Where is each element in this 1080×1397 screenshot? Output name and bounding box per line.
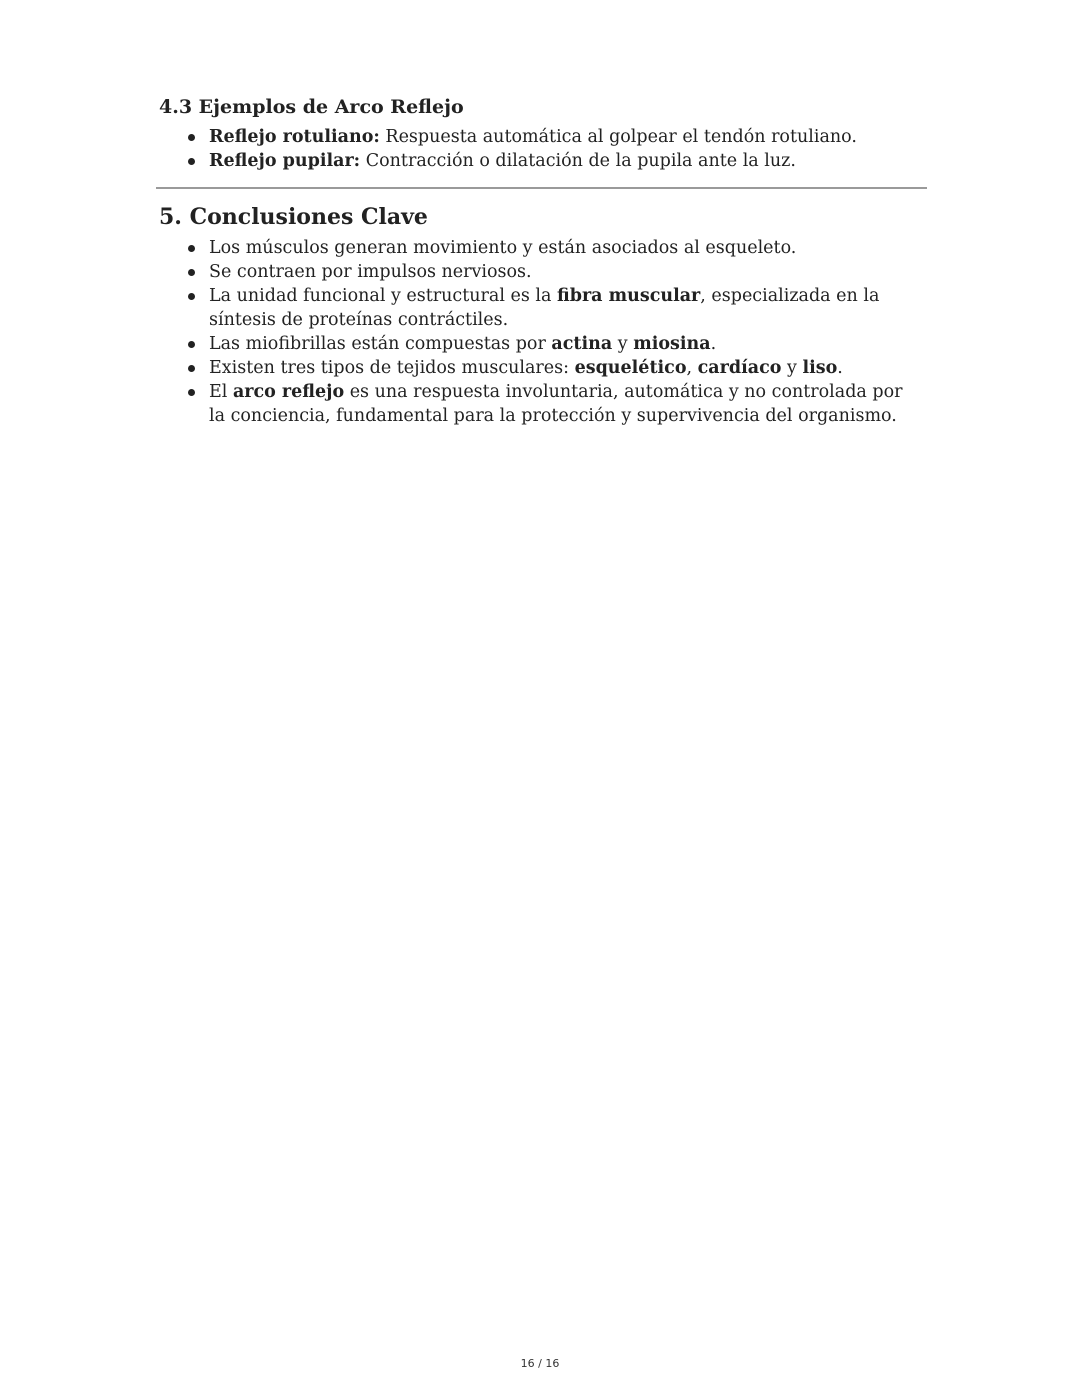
page-content: [159, 94, 924, 428]
list-item-emphasis: miosina: [633, 334, 711, 354]
list-item-emphasis: esquelético: [574, 358, 687, 378]
list-item-term: Reflejo pupilar:: [209, 151, 361, 171]
section-5-heading: 5. Conclusiones Clave: [159, 204, 428, 230]
list-item-text: y: [781, 358, 803, 378]
list-item: [209, 380, 924, 428]
list-item-emphasis: arco reflejo: [232, 382, 345, 402]
list-item-emphasis: cardíaco: [697, 358, 782, 378]
section-divider: [156, 187, 927, 189]
list-item-text: Se contraen por impulsos nerviosos.: [209, 262, 532, 282]
list-item-text: , especializada en la síntesis de proteínas contráctiles.: [209, 286, 880, 330]
list-item-emphasis: liso: [802, 358, 838, 378]
list-item: [209, 332, 924, 356]
list-item-text: .: [837, 358, 843, 378]
list-item: [209, 260, 924, 284]
section-4-3-heading: 4.3 Ejemplos de Arco Reflejo: [159, 96, 464, 118]
list-item: [209, 356, 924, 380]
list-item: [209, 236, 924, 260]
list-item: [209, 149, 924, 173]
page-number: 16 / 16: [520, 1357, 560, 1370]
list-item-text: Las miofibrillas están compuestas por: [209, 334, 552, 354]
list-item-text: es una respuesta involuntaria, automática y no controlada por la conciencia, fundamental para la protección y supervivencia del organismo.: [209, 382, 903, 426]
list-item: [209, 125, 924, 149]
list-item-text: El: [209, 382, 233, 402]
list-item: [209, 284, 924, 332]
list-item-emphasis: fibra muscular: [556, 286, 701, 306]
reflex-examples-list: [159, 125, 924, 173]
list-item-term: Reflejo rotuliano:: [209, 127, 380, 147]
list-item-text: ,: [686, 358, 698, 378]
list-item-text: Contracción o dilatación de la pupila ante la luz.: [360, 151, 796, 171]
list-item-text: La unidad funcional y estructural es la: [209, 286, 557, 306]
list-item-emphasis: actina: [551, 334, 613, 354]
list-item-text: .: [710, 334, 717, 354]
list-item-text: Respuesta automática al golpear el tendón rotuliano.: [379, 127, 857, 147]
conclusions-list: [159, 236, 924, 428]
list-item-text: Existen tres tipos de tejidos musculares:: [209, 358, 575, 378]
list-item-text: y: [612, 334, 634, 354]
list-item-text: Los músculos generan movimiento y están asociados al esqueleto.: [209, 238, 797, 258]
